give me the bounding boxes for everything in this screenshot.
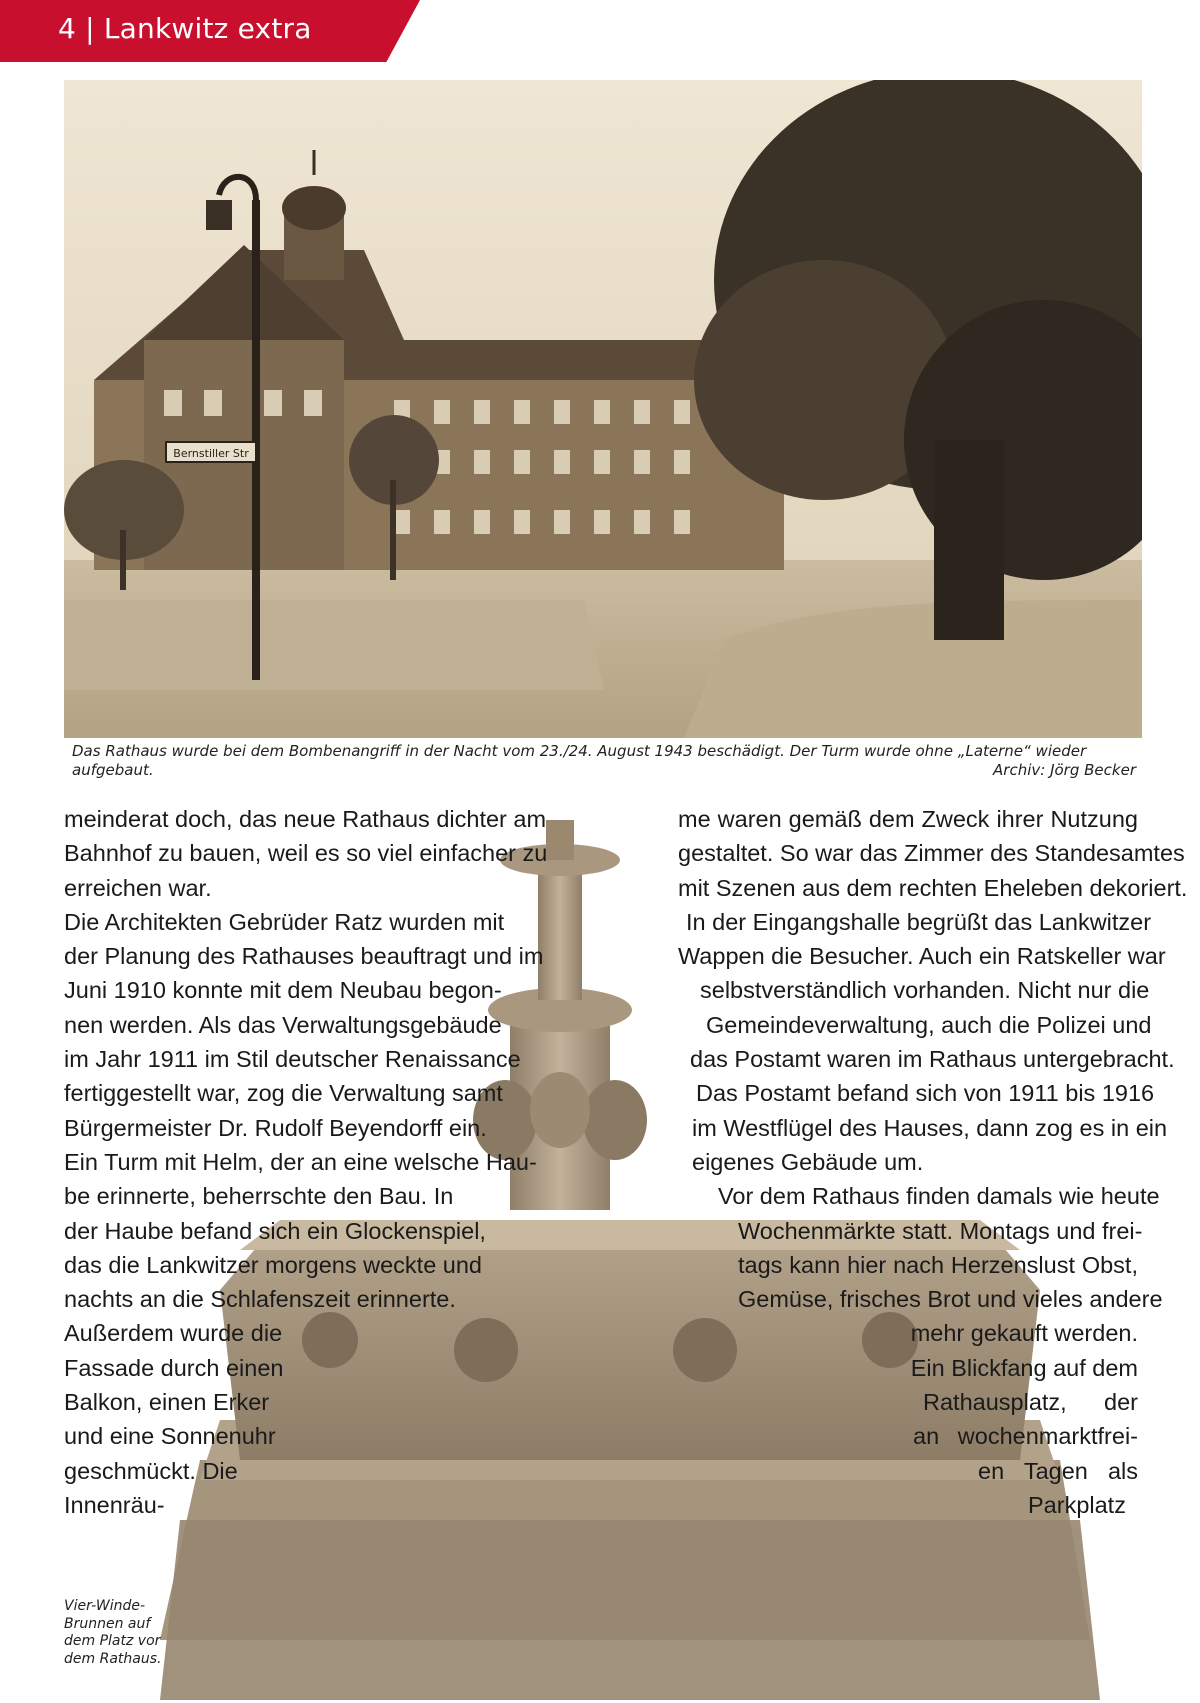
left-line: der Planung des Rathauses beauftragt und im [64,943,544,970]
left-line: im Jahr 1911 im Stil deutscher Renaissance [64,1046,521,1073]
right-line: Gemüse, frisches Brot und vieles andere [738,1286,1163,1313]
right-line: Gemeindeverwaltung, auch die Polizei und [706,1011,1152,1038]
right-line: Rathausplatz, der [923,1389,1138,1416]
right-line: an wochenmarktfrei- [913,1423,1138,1450]
left-line: Bahnhof zu bauen, weil es so viel einfacher zu [64,840,548,867]
left-line: nen werden. Als das Verwaltungsgebäude [64,1011,502,1038]
left-line: Fassade durch einen [64,1354,284,1381]
page-header: 4 | Lankwitz extra [58,12,312,45]
left-line: Außerdem wurde die [64,1320,283,1347]
left-line: meinderat doch, das neue Rathaus dichter am [64,806,547,832]
right-line: In der Eingangshalle begrüßt das Lankwitzer [686,908,1152,935]
left-line: Juni 1910 konnte mit dem Neubau begon- [64,977,502,1004]
right-line: mehr gekauft werden. [910,1320,1138,1347]
left-line: und eine Sonnenuhr [64,1423,276,1450]
left-line: Balkon, einen Erker [64,1389,270,1416]
left-line: fertiggestellt war, zog die Verwaltung samt [64,1080,503,1107]
photo-caption: Das Rathaus wurde bei dem Bombenangriff in der Nacht vom 23./24. August 1943 beschädigt. Der Turm wurde ohne „Laterne“ wieder aufgebaut. [72,742,1087,779]
right-line: tags kann hier nach Herzenslust Obst, [738,1251,1138,1278]
left-line: Innenräu- [64,1491,165,1518]
right-line: Ein Blickfang auf dem [910,1354,1138,1381]
left-line: be erinnerte, beherrschte den Bau. In [64,1183,454,1210]
street-sign-text: Bernstiller Str [173,447,249,460]
left-line: erreichen war. [64,874,212,901]
rathaus-photo [64,80,1142,738]
fountain-caption: Vier-Winde-Brunnen auf dem Platz vor dem Rathaus. [64,1598,162,1667]
left-line: Die Architekten Gebrüder Ratz wurden mit [64,908,505,935]
right-line: das Postamt waren im Rathaus untergebracht. [690,1046,1175,1073]
left-line: das die Lankwitzer morgens weckte und [64,1251,482,1278]
right-line: selbstverständlich vorhanden. Nicht nur die [700,977,1150,1004]
right-line: gestaltet. So war das Zimmer des Standesamtes [678,840,1185,867]
right-line: mit Szenen aus dem rechten Eheleben dekoriert. [678,874,1188,901]
right-line: im Westflügel des Hauses, dann zog es in ein [692,1114,1168,1141]
left-line: Ein Turm mit Helm, der an eine welsche Hau- [64,1148,537,1175]
right-line: Wochenmärkte statt. Montags und frei- [738,1217,1143,1244]
right-line: Das Postamt befand sich von 1911 bis 1916 [696,1080,1155,1107]
right-text-column [678,802,1188,1522]
right-line: Parkplatz [1028,1491,1126,1518]
left-line: Bürgermeister Dr. Rudolf Beyendorff ein. [64,1114,487,1141]
photo-credit: Archiv: Jörg Becker [993,761,1136,779]
right-line: me waren gemäß dem Zweck ihrer Nutzung [678,806,1138,832]
left-text-column [64,802,547,1522]
right-line: en Tagen als [978,1457,1138,1484]
left-line: der Haube befand sich ein Glockenspiel, [64,1217,486,1244]
right-line: eigenes Gebäude um. [692,1148,924,1175]
left-line: geschmückt. Die [64,1457,238,1484]
left-line: nachts an die Schlafenszeit erinnerte. [64,1286,456,1313]
right-line: Wappen die Besucher. Auch ein Ratskeller war [678,943,1166,970]
right-line: Vor dem Rathaus finden damals wie heute [718,1183,1160,1210]
